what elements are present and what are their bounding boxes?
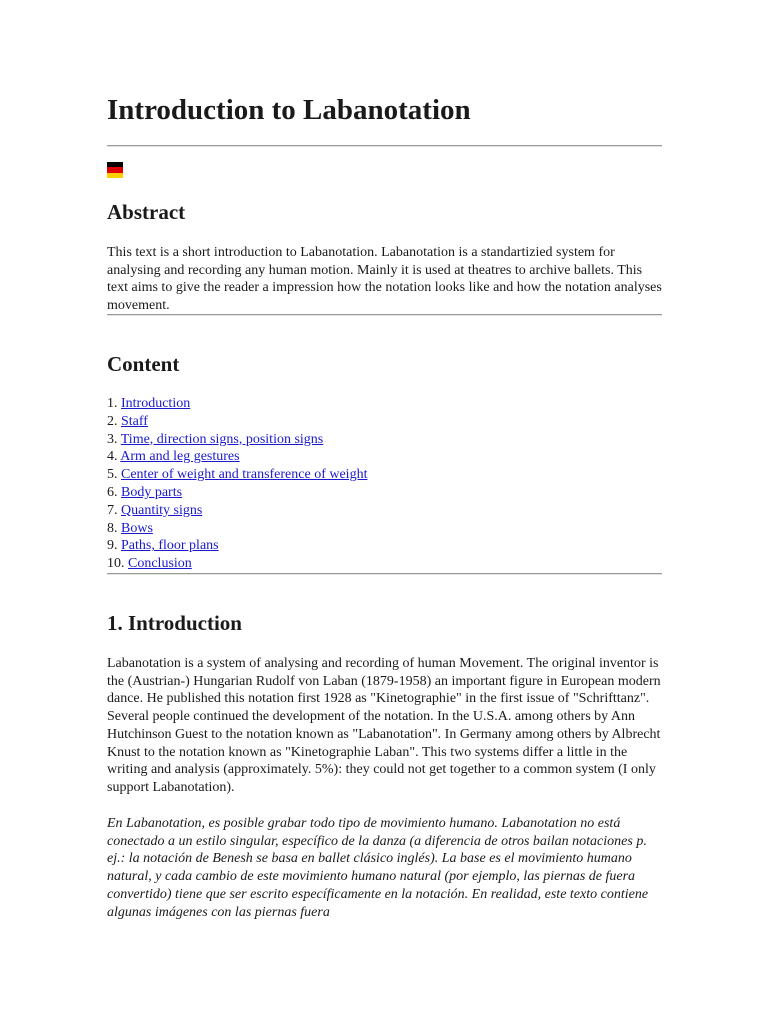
toc-item-number: 10. bbox=[107, 556, 125, 572]
toc-item bbox=[107, 502, 367, 520]
toc-item-number: 8. bbox=[107, 520, 118, 536]
toc-item-number: 1. bbox=[107, 396, 118, 411]
introduction-paragraph-spanish: En Labanotation, es posible grabar todo tipo de movimiento humano. Labanotation no está conectado a un estilo singular, específico de la danza (a diferencia de otros bailan notaciones p. ej.: la notación de Benesh se basa en ballet clásico inglés). La base es el movimiento humano natural, y cada cambio de este movimiento humano natural (por ejemplo, las piernas de fuera convertido) tiene que ser escrito específicamente en la notación. En realidad, este texto contiene algunas imágenes con las piernas fuera bbox=[107, 816, 649, 920]
toc-item bbox=[107, 484, 367, 502]
toc-item bbox=[107, 466, 367, 484]
german-flag-icon[interactable] bbox=[107, 162, 123, 178]
introduction-heading: 1. Introduction bbox=[107, 611, 242, 635]
abstract-divider bbox=[107, 314, 662, 316]
toc-link[interactable]: Paths, floor plans bbox=[121, 538, 219, 554]
toc-link[interactable]: Bows bbox=[121, 520, 153, 536]
toc-item bbox=[107, 520, 367, 538]
toc-item-number: 4. bbox=[107, 449, 118, 465]
abstract-heading: Abstract bbox=[107, 200, 186, 224]
page-title: Introduction to Labanotation bbox=[107, 94, 471, 126]
toc-link[interactable]: Arm and leg gestures bbox=[120, 449, 240, 465]
toc-item-number: 7. bbox=[107, 502, 118, 518]
content-divider bbox=[107, 573, 662, 575]
flag-stripe-gold bbox=[107, 173, 123, 178]
title-divider bbox=[107, 145, 662, 147]
content-heading: Content bbox=[107, 352, 180, 376]
toc-link[interactable]: Center of weight and transference of weight bbox=[121, 467, 368, 483]
toc-link[interactable]: Time, direction signs, position signs bbox=[120, 431, 324, 447]
toc-item bbox=[107, 537, 367, 555]
toc-item-number: 5. bbox=[107, 467, 118, 483]
introduction-paragraph: Labanotation is a system of analysing and recording of human Movement. The original inventor is the (Austrian-) Hungarian Rudolf von Laban (1879-1958) an important figure in European modern dance. He published this notation first 1928 as "Kinetographie" in the first issue of "Schrifttanz". Several people continued the development of the notation. In the U.S.A. among others by Ann Hutchinson Guest to the notation known as "Labanotation". In Germany among others by Albrecht Knust to the notation known as "Kinetographie Laban". This two systems differ a little in the writing and analysis (approximately. 5%): they could not get together to a common system (I only support Labanotation). bbox=[107, 656, 661, 795]
abstract-text: This text is a short introduction to Labanotation. Labanotation is a standartizied system for analysing and recording any human motion. Mainly it is used at theatres to archive ballets. This text aims to give the reader a impression how the notation looks like and how the notation analyses movement. bbox=[107, 245, 662, 314]
toc-link[interactable]: Staff bbox=[121, 413, 148, 429]
toc-item bbox=[107, 395, 367, 413]
toc-link[interactable]: Conclusion bbox=[128, 556, 192, 572]
toc-item-number: 3. bbox=[107, 431, 118, 447]
table-of-contents bbox=[107, 395, 367, 573]
toc-item bbox=[107, 555, 367, 573]
toc-item bbox=[107, 448, 367, 466]
toc-item bbox=[107, 413, 367, 431]
toc-link[interactable]: Quantity signs bbox=[121, 502, 203, 518]
toc-item-number: 9. bbox=[107, 538, 118, 554]
toc-item bbox=[107, 431, 367, 449]
toc-link[interactable]: Body parts bbox=[121, 484, 183, 500]
toc-item-number: 6. bbox=[107, 484, 118, 500]
toc-link[interactable]: Introduction bbox=[121, 396, 191, 411]
toc-item-number: 2. bbox=[107, 413, 118, 429]
